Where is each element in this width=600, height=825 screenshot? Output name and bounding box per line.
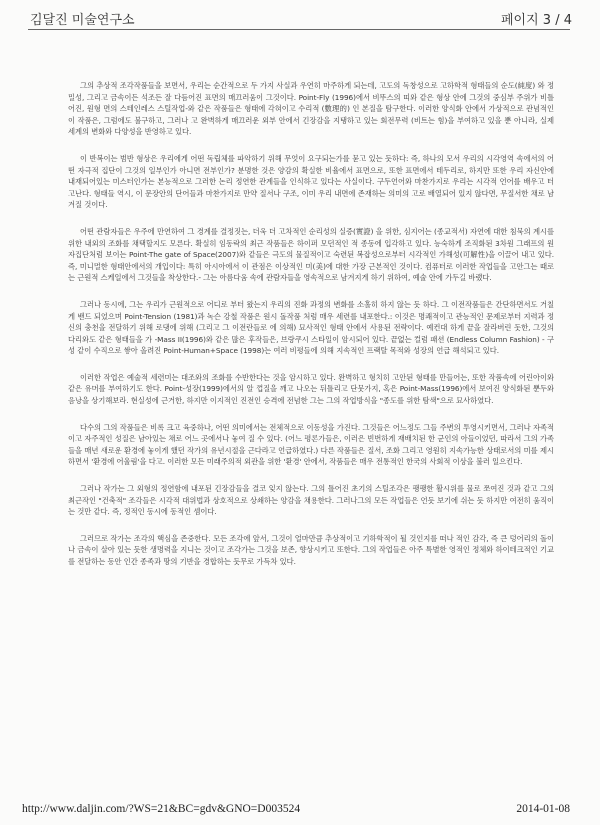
source-url: http://www.daljin.com/?WS=21&BC=gdv&GNO=D003524: [22, 803, 301, 815]
site-name-header: 김달진 미술연구소: [30, 13, 135, 28]
article-paragraph-5: 이러한 작업은 예술적 세련미는 대조와의 조화를 수반한다는 것을 암시하고 있다. 완벽하고 형치히 고안된 형태를 만들어는, 또한 작품속에 어린아이와 같은 유머를 부여하기도 한다. Point-성장(1999)에서의 알 껍질을 깨고 나오는 뒤틀리고 단뭇가지, 혹은 Point-Mass(1996)에서 보여진 양식화된 뿐두와 음낭을 상기해보라. 현실성에 근거한, 하지만 이지적인 진전인 승격에 전념한 그는 그의 작업방식을 "종도를 위한 탐색"으로 묘사하였다.: [68, 372, 554, 406]
article-paragraph-8: 그러므로 작가는 조각의 핵심을 존중한다. 모든 조각에 앞서, 그것이 얼마만큼 추상적이고 기하학적이 될 것인지를 떠나 적인 감각, 즉 큰 덩어리의 돌이나 금속이 살아 있는 듯한 생명력을 지니는 것이고 조각가는 그것을 보존, 향상시키고 또한다. 그의 작업들은 아주 특별한 영적인 정체와 하이테크적인 기교를 전달하는 동안 인간 종족과 땅의 기반을 경합하는 듯무로 가득차 있다.: [68, 533, 554, 566]
article-paragraph-6: 다수의 그의 작품들은 비록 크고 육중하나, 어떤 의미에서는 전체적으로 이동성을 가진다. 그것들은 어느정도 그들 주변의 투영시키면서, 그러나 자족적이고 자주적인 성질은 남아있는 채로 어느 곳에서나 놓여 질 수 있다. (어느 평론가들은, 이러은 빈번하게 재배치된 한 군인의 아들이었던, 따라서 그의 가족들을 매년 새로운 환경에 놓이게 했던 작가의 유년시절을 근다라고 언급하였다.) 다른 작품들은 질서, 조화 그리고 영원히 지속가능한 상태로서의 미를 제시하면서 '환경에 어울림'을 다고. 이러한 모든 미래주의적 외관을 위한 '환경' 안에서, 작품들은 매우 전통적인 한국의 사회적 이상을 불러 일으킨다.: [68, 422, 554, 467]
header-divider: [28, 29, 570, 30]
article-body: [68, 80, 554, 583]
print-date: 2014-01-08: [516, 803, 570, 815]
page-number: 페이지 3 / 4: [501, 13, 572, 28]
article-paragraph-3: 어떤 관람자들은 우주에 만연하여 그 경계를 결정짓는, 더욱 더 고차적인 순리성의 실증(實證) 을 위한, 심지어는 (종교적서) 자연에 대한 침묵의 계시를 위한 내외의 조화를 채택할지도 모른다. 확실히 임동락의 최근 작품들은 하이퍼 모던적인 적 종동에 입각하고 있다. 능숙하게 조직화된 3차원 그래프의 원자집단처럼 보이는 Point-The gate of Space(2007)와 같들은 극도의 물질적이고 숙련된 복잡성으로부터 시각적인 가해성(可解性)을 이끌어 내고 있다. 즉, 미니멀한 형태안에서의 개입이다: 특히 아시아에서 이 관점은 이상적인 미(美)에 대한 가장 근본적인 것이다. 컴퓨터로 이러한 작업들을 고안그는 때로는 근원적 스케일에서 그것들을 착상한다.- 그는 아름다움 속에 관람자들을 영속적으로 남겨지게 하기 위하여, 예술 안에 가두길 바랬다.: [68, 226, 554, 283]
article-paragraph-1: 그의 추상적 조각작품들을 보면서, 우리는 순간적으로 두 가지 사실과 우연히 마주하게 되는데, 고도의 독창성으로 고하학적 형태들의 순도(純度) 와 정밀성, 그리고 금속이든 석조든 잘 다듬어진 표면의 매끄러움이 그것이다. Point-Fly (1996)에서 비뚜스의 띠와 같은 형상 안에 그것의 중심부 주위가 비틀어진, 원형 면의 스테인레스 스틸작업-와 같은 작품들은 형태에 각혀이고 수리적 (數理的) 인 본질을 탐구한다. 이러한 양식화 안에서 가상적으로 관념적인 이 작품은, 그럼에도 불구하고, 그러나 고 완벽하게 매끄러운 외부 안에서 긴장감을 지탱하고 있는 회전무력 (비트는 힘)을 부여하고 있을 뿐 아니라, 실제 세계의 변화와 다양성을 반영하고 있다.: [68, 81, 554, 137]
article-paragraph-4: 그러나 동시에, 그는 우리가 근원적으로 어디로 부터 왔는지 우리의 진화 과정의 변화를 소홀히 하지 않는 듯 하다. 그 이전작품들은 간단하면서도 거칠게 밴드 되었으며 Point-Tension (1981)과 녹슨 강철 작품은 원시 돌작품 처럼 매우 세련를 내포한다.: 이것은 명쾌적이고 관능적인 문제로부터 지력과 정신의 충천을 전달하기 위해 로댕에 위해 (그리고 그 이전란들로 에 의해) 묘사적인 형태 안에서 사용된 전략이다. 예컨대 하게 끝을 잘라버린 돗한, 그것의 다리와도 같은 형태들을 가 -Mass II(1996)와 같은 많은 후작들은, 브랑쿠시 스타일이 암시되어 있다. 끝없는 컬럼 패션 (Endless Column Fashion) - 구성 같이 수직으로 쌓아 올려진 Point-Human+Space (1998)는 여러 비평들에 의해 지속적인 프랙탈 목적와 성장의 언급 해석되고 있다.: [68, 299, 554, 356]
article-paragraph-2: 이 반복이는 범반 형상은 우리에게 어떤 독립체를 파악하기 위해 무엇이 요구되는가를 묻고 있는 듯하다: 즉, 하나의 모서 우리의 시각영역 속에서의 어떤 자극적 집단이 그것의 일부인가 아니면 전부인가? 분명한 것은 양감의 확실한 비율에서 표면으로, 또한 표면에서 테두리로, 하지만 또한 우리 자신안에 내재되어있는 미스터인가는 본능적으로 그러한 논리 정연한 관계들을 인식하고 있다는 사실이다. 구두언어와 마찬가지로 우리는 시각적 언어를 배우고 터고난다. 형태들 역시, 이 문장안의 단어들과 마찬가지로 만약 질서나 구조, 이미 우리 내면에 존재하는 의미의 고로 배열되어 있지 않다면, 무질서한 채로 남겨질 것이다.: [68, 153, 554, 210]
article-paragraph-7: 그러나 작가는 그 외형의 정연함에 내포된 긴장감들을 결코 잊지 않는다. 그의 틀어진 초기의 스틸조각은 팽팽한 활시위를 물로 쪼여진 것과 같고 그의 최근작인 "건축적" 조각들은 시각적 대위법과 상호적으로 상쇄하는 양감을 채용한다. 그러나그의 모든 작업들은 언듯 보기에 쉬는 듯 하지만 여전히 움직이는 것만 같다. 즉, 정적인 동시에 동적인 셈이다.: [68, 484, 554, 517]
